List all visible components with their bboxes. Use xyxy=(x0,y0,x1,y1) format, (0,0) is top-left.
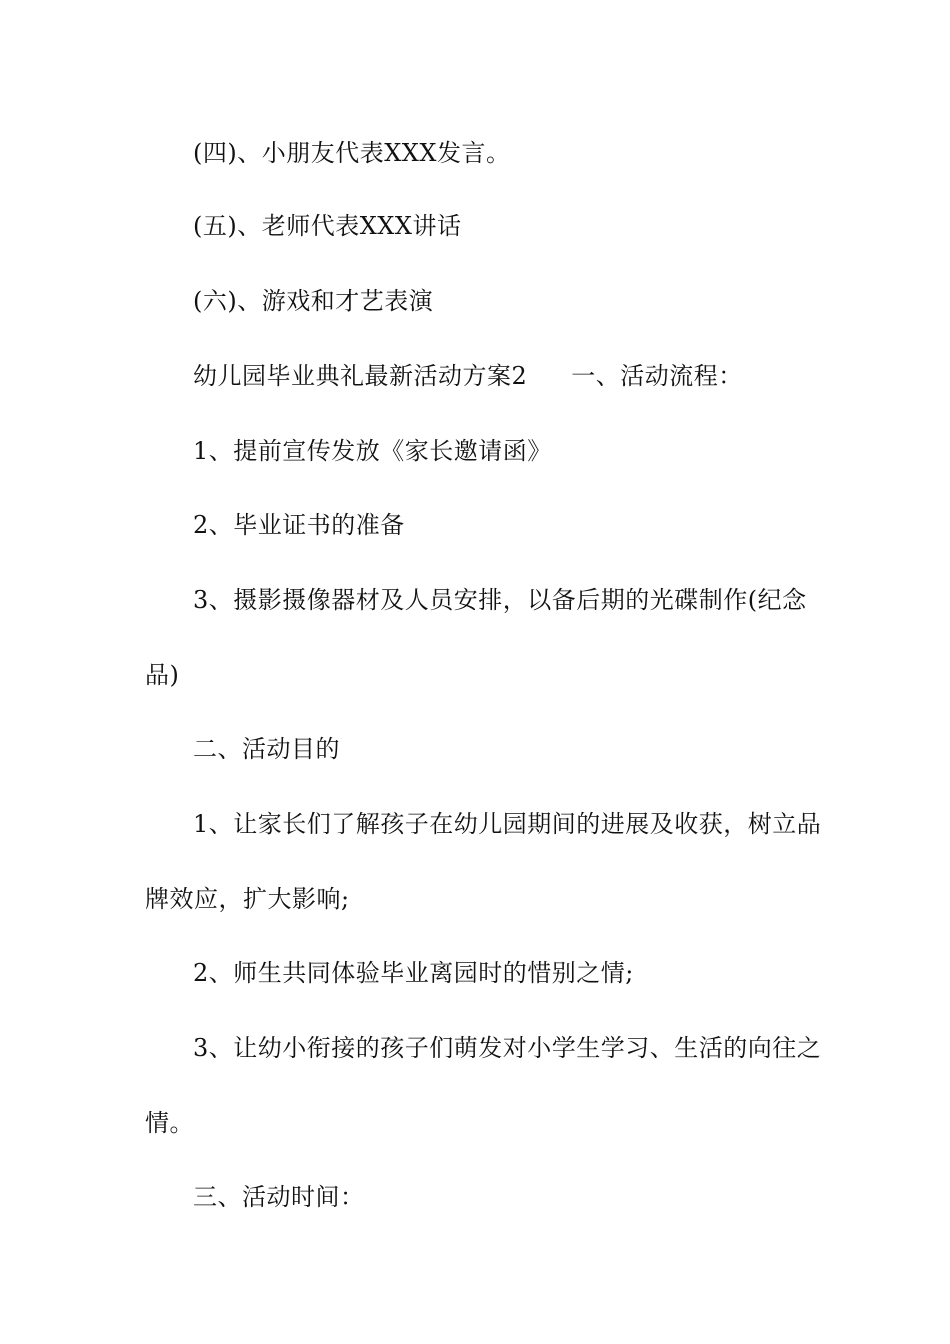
text-line: 2、毕业证书的准备 xyxy=(193,511,405,539)
section-heading: 一、活动流程： xyxy=(571,362,743,390)
text-line: 三、活动时间： xyxy=(193,1183,365,1211)
text-line: 2、师生共同体验毕业离园时的惜别之情; xyxy=(193,959,634,987)
text-line: 品) xyxy=(145,661,180,689)
text-line: (六)、游戏和才艺表演 xyxy=(193,287,434,315)
text-line: (四)、小朋友代表XXX发言。 xyxy=(193,139,511,167)
section-title: 幼儿园毕业典礼最新活动方案2 xyxy=(193,362,528,390)
text-line: 3、摄影摄像器材及人员安排，以备后期的光碟制作(纪念 xyxy=(193,586,807,614)
text-line: 二、活动目的 xyxy=(193,735,340,763)
text-line: 1、提前宣传发放《家长邀请函》 xyxy=(193,437,552,465)
text-line: (五)、老师代表XXX讲话 xyxy=(193,212,462,240)
text-line-combined xyxy=(193,359,873,393)
text-line: 牌效应，扩大影响; xyxy=(145,885,350,913)
text-line: 情。 xyxy=(145,1109,194,1137)
text-line: 3、让幼小衔接的孩子们萌发对小学生学习、生活的向往之 xyxy=(193,1034,822,1062)
text-line: 1、让家长们了解孩子在幼儿园期间的进展及收获，树立品 xyxy=(193,810,822,838)
